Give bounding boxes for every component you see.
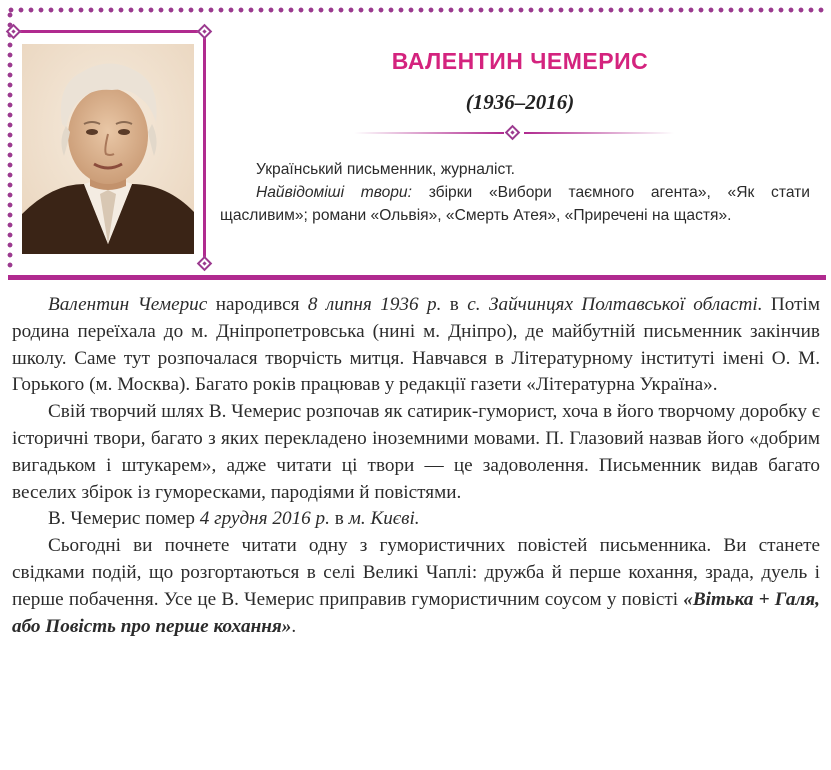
ornament-line-right [524,132,674,134]
author-name: ВАЛЕНТИН ЧЕМЕРИС [391,48,649,74]
text-span: . [291,615,297,637]
text-span: в [329,508,349,530]
story-title: «Вітька + Галя, або Повість про перше кохання» [12,588,820,637]
death-date: 4 грудня 2016 р. [199,508,330,530]
top-dotted-border [6,6,824,14]
author-years: (1936–2016) [465,90,575,114]
biography [12,292,820,640]
section-divider [8,275,826,280]
left-dotted-border [6,10,14,268]
ornament-line-left [354,132,504,134]
works-label: Найвідоміші твори: [256,184,412,201]
diamond-ornament-icon [505,125,521,141]
intro-profession: Український письменник, журналіст. [256,161,515,178]
death-place: м. Києві. [348,508,420,530]
portrait-illustration-icon [22,44,194,254]
text-span: Потім родина переїхала до м. Дніпропетровська (нині м. Дніпро), де майбутній письменник закінчив школу. Саме тут розпочалася творчість митця. Навчався в Літературному інституті імені О. М. Горького (м. Москва). Багато років працював у редакції газети «Літературна Україна». [12,294,820,396]
text-span: В. Чемерис помер [48,508,200,530]
text-span: Сьогодні ви почнете читати одну з гумористичних повістей письменника. Ви станете свідками подій, що розгортаються в селі Великі Чаплі: дружба й перше кохання, зрада, дуель і перше побачення. Усе це В. Чемерис приправив гумористичним соусом у повісті [12,535,820,610]
diamond-ornament-icon [197,256,213,272]
bio-paragraph: Свій творчий шлях В. Чемерис розпочав як сатирик-гуморист, хоча в його творчому доробку є історичні твори, багато з яких перекладено іноземними мовами. П. Глазовий назвав його «добрим вигадьком і штукарем», адже читати ці твори — це задоволення. Письменник видав багато веселих збірок із гуморесками, пародіями й повістями. [12,401,820,503]
frame-top-line [10,30,205,33]
diamond-ornament-icon [197,24,213,40]
bio-paragraph [12,292,820,399]
birth-place: с. Зайчинцях Полтавської області. [467,294,763,315]
birth-date: 8 липня 1936 р. [307,294,442,315]
author-intro [220,158,810,227]
intro-works [220,181,810,227]
text-span: народився [207,294,308,315]
text-span: в [441,294,468,315]
bio-paragraph [12,506,820,533]
frame-right-line [203,30,206,265]
title-ornament [354,123,674,143]
bio-paragraph [12,533,820,640]
author-portrait [22,44,194,254]
works-text: збірки «Вибори таємного агента», «Як стати щасливим»; романи «Ольвія», «Смерть Атея», «Приречені на щастя». [220,184,810,224]
author-name-italic: Валентин Чемерис [48,294,208,315]
